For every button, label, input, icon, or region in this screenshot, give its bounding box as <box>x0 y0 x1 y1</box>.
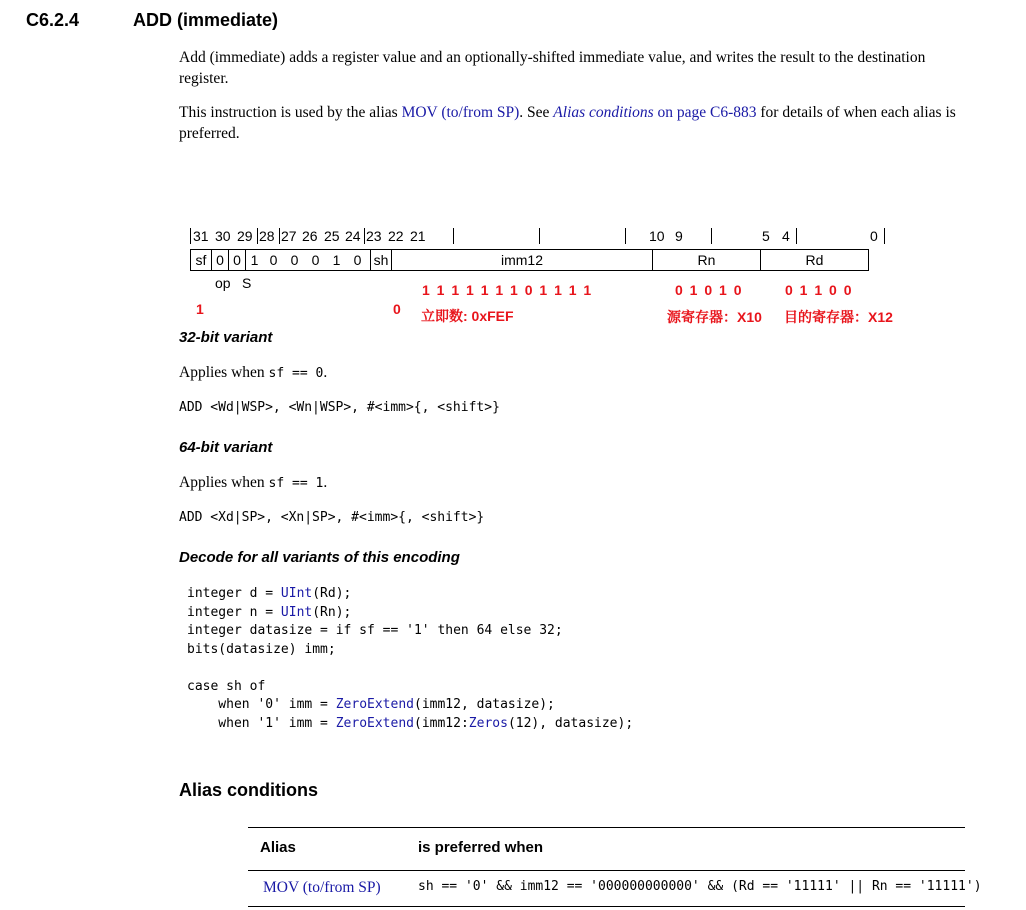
field-sh: sh <box>371 250 392 271</box>
variant-32-applies <box>179 364 327 382</box>
label-s: S <box>242 275 252 291</box>
page-ref-link[interactable]: on page C6-883 <box>653 104 757 121</box>
annotation-sh-value: 0 <box>393 301 401 317</box>
alias-column-header: Alias <box>260 839 296 856</box>
code-line <box>187 715 633 734</box>
uint-link[interactable]: UInt <box>280 586 313 601</box>
applies-text: Applies when <box>179 474 269 491</box>
encoding-table <box>190 249 869 271</box>
annotation-imm-note: 立即数: 0xFEF <box>421 308 514 324</box>
variant-64-syntax: ADD <Xd|SP>, <Xn|SP>, #<imm>{, <shift>} <box>179 510 485 525</box>
applies-condition: sf == 0 <box>268 366 324 381</box>
code-text: (Rn); <box>312 604 352 620</box>
field-rd: Rd <box>761 250 869 271</box>
field-rn: Rn <box>653 250 761 271</box>
bit-tick <box>190 228 191 244</box>
intro-text: . See <box>519 104 554 121</box>
annotation-rn-bits: 0 1 0 1 0 <box>675 282 742 298</box>
table-top-rule <box>248 827 965 828</box>
bit-tick <box>625 228 626 244</box>
section-title: ADD (immediate) <box>133 10 279 30</box>
code-text: (imm12: <box>414 715 469 731</box>
fixed-bit: 0 <box>290 252 299 268</box>
code-line <box>187 604 633 623</box>
bit-tick <box>711 228 712 244</box>
applies-text: . <box>323 364 328 381</box>
code-line: integer datasize = if sf == '1' then 64 else 32; <box>187 623 563 638</box>
alias-row-link[interactable]: MOV (to/from SP) <box>263 879 381 896</box>
bit-tick <box>257 228 258 244</box>
code-blank-line <box>187 659 633 678</box>
applies-text: Applies when <box>179 364 269 381</box>
applies-condition: sf == 1 <box>268 476 324 491</box>
fixed-bit: 1 <box>250 252 259 268</box>
field-imm12: imm12 <box>392 250 653 271</box>
bit-tick <box>796 228 797 244</box>
intro-paragraph-1: Add (immediate) adds a register value and an optionally-shifted immediate value, and writes the result to the destination register. <box>179 49 926 87</box>
bit-0: 0 <box>870 228 878 244</box>
intro-text: This instruction is used by the alias <box>179 104 402 121</box>
decode-pseudocode <box>187 585 633 733</box>
code-text: integer d = <box>187 586 281 601</box>
alias-conditions-link[interactable]: Alias conditions <box>553 104 654 121</box>
condition-column-header: is preferred when <box>418 839 544 856</box>
zeros-link[interactable]: Zeros <box>468 715 508 731</box>
bit-28: 28 <box>259 228 275 244</box>
annotation-rd-note: 目的寄存器：X12 <box>784 309 893 325</box>
bit-9: 9 <box>675 228 683 244</box>
bit-tick <box>539 228 540 244</box>
intro-paragraph-2 <box>179 102 969 144</box>
variant-64-title: 64-bit variant <box>179 439 273 456</box>
mov-alias-link[interactable]: MOV (to/from SP) <box>401 104 520 121</box>
bit-26: 26 <box>302 228 318 244</box>
bit-21: 21 <box>410 228 426 244</box>
zeroextend-link[interactable]: ZeroExtend <box>335 715 414 731</box>
annotation-sf-value: 1 <box>196 301 204 317</box>
bit-22: 22 <box>388 228 404 244</box>
bit-tick <box>884 228 885 244</box>
fixed-bit: 0 <box>311 252 320 268</box>
table-bottom-rule <box>248 906 965 907</box>
alias-row-condition: sh == '0' && imm12 == '000000000000' && (Rd == '11111' || Rn == '11111') <box>418 879 982 894</box>
bit-4: 4 <box>782 228 790 244</box>
field-sf: sf <box>191 250 212 271</box>
section-number: C6.2.4 <box>26 10 80 30</box>
annotation-rn-note: 源寄存器：X10 <box>667 309 762 325</box>
code-text: when '1' imm = <box>187 715 336 731</box>
bit-23: 23 <box>366 228 382 244</box>
code-text: integer n = <box>187 604 281 620</box>
code-line <box>187 585 633 604</box>
fixed-bit: 1 <box>332 252 341 268</box>
field-s: 0 <box>229 250 246 271</box>
bit-31: 31 <box>193 228 209 244</box>
annotation-rd-bits: 0 1 1 0 0 <box>785 282 852 298</box>
bit-24: 24 <box>345 228 361 244</box>
uint-link[interactable]: UInt <box>280 604 313 620</box>
code-text: (Rd); <box>312 586 352 601</box>
table-header-rule <box>248 870 965 871</box>
bit-5: 5 <box>762 228 770 244</box>
applies-text: . <box>323 474 328 491</box>
code-text: (12), datasize); <box>507 715 634 731</box>
alias-conditions-heading: Alias conditions <box>179 780 319 800</box>
code-text: (imm12, datasize); <box>414 697 555 712</box>
bit-tick <box>364 228 365 244</box>
code-line: bits(datasize) imm; <box>187 641 336 657</box>
intro-text: for details of when each alias is preferred. <box>179 104 956 142</box>
bit-tick <box>279 228 280 244</box>
bit-tick <box>453 228 454 244</box>
variant-32-syntax: ADD <Wd|WSP>, <Wn|WSP>, #<imm>{, <shift>} <box>179 400 500 415</box>
bit-10: 10 <box>649 228 665 244</box>
variant-64-applies <box>179 474 327 492</box>
code-line: case sh of <box>187 678 266 694</box>
field-op: 0 <box>212 250 229 271</box>
code-text: when '0' imm = <box>187 697 336 712</box>
field-fixed-bits <box>246 250 371 271</box>
bit-25: 25 <box>324 228 340 244</box>
label-op: op <box>215 275 231 291</box>
code-line <box>187 696 633 715</box>
bit-30: 30 <box>215 228 231 244</box>
annotation-imm-bits: 1 1 1 1 1 1 1 0 1 1 1 1 <box>422 282 592 298</box>
bit-27: 27 <box>281 228 297 244</box>
fixed-bit: 0 <box>353 252 362 268</box>
zeroextend-link[interactable]: ZeroExtend <box>335 697 414 712</box>
bit-29: 29 <box>237 228 253 244</box>
fixed-bit: 0 <box>269 252 278 268</box>
variant-32-title: 32-bit variant <box>179 329 273 346</box>
decode-title: Decode for all variants of this encoding <box>179 549 460 566</box>
